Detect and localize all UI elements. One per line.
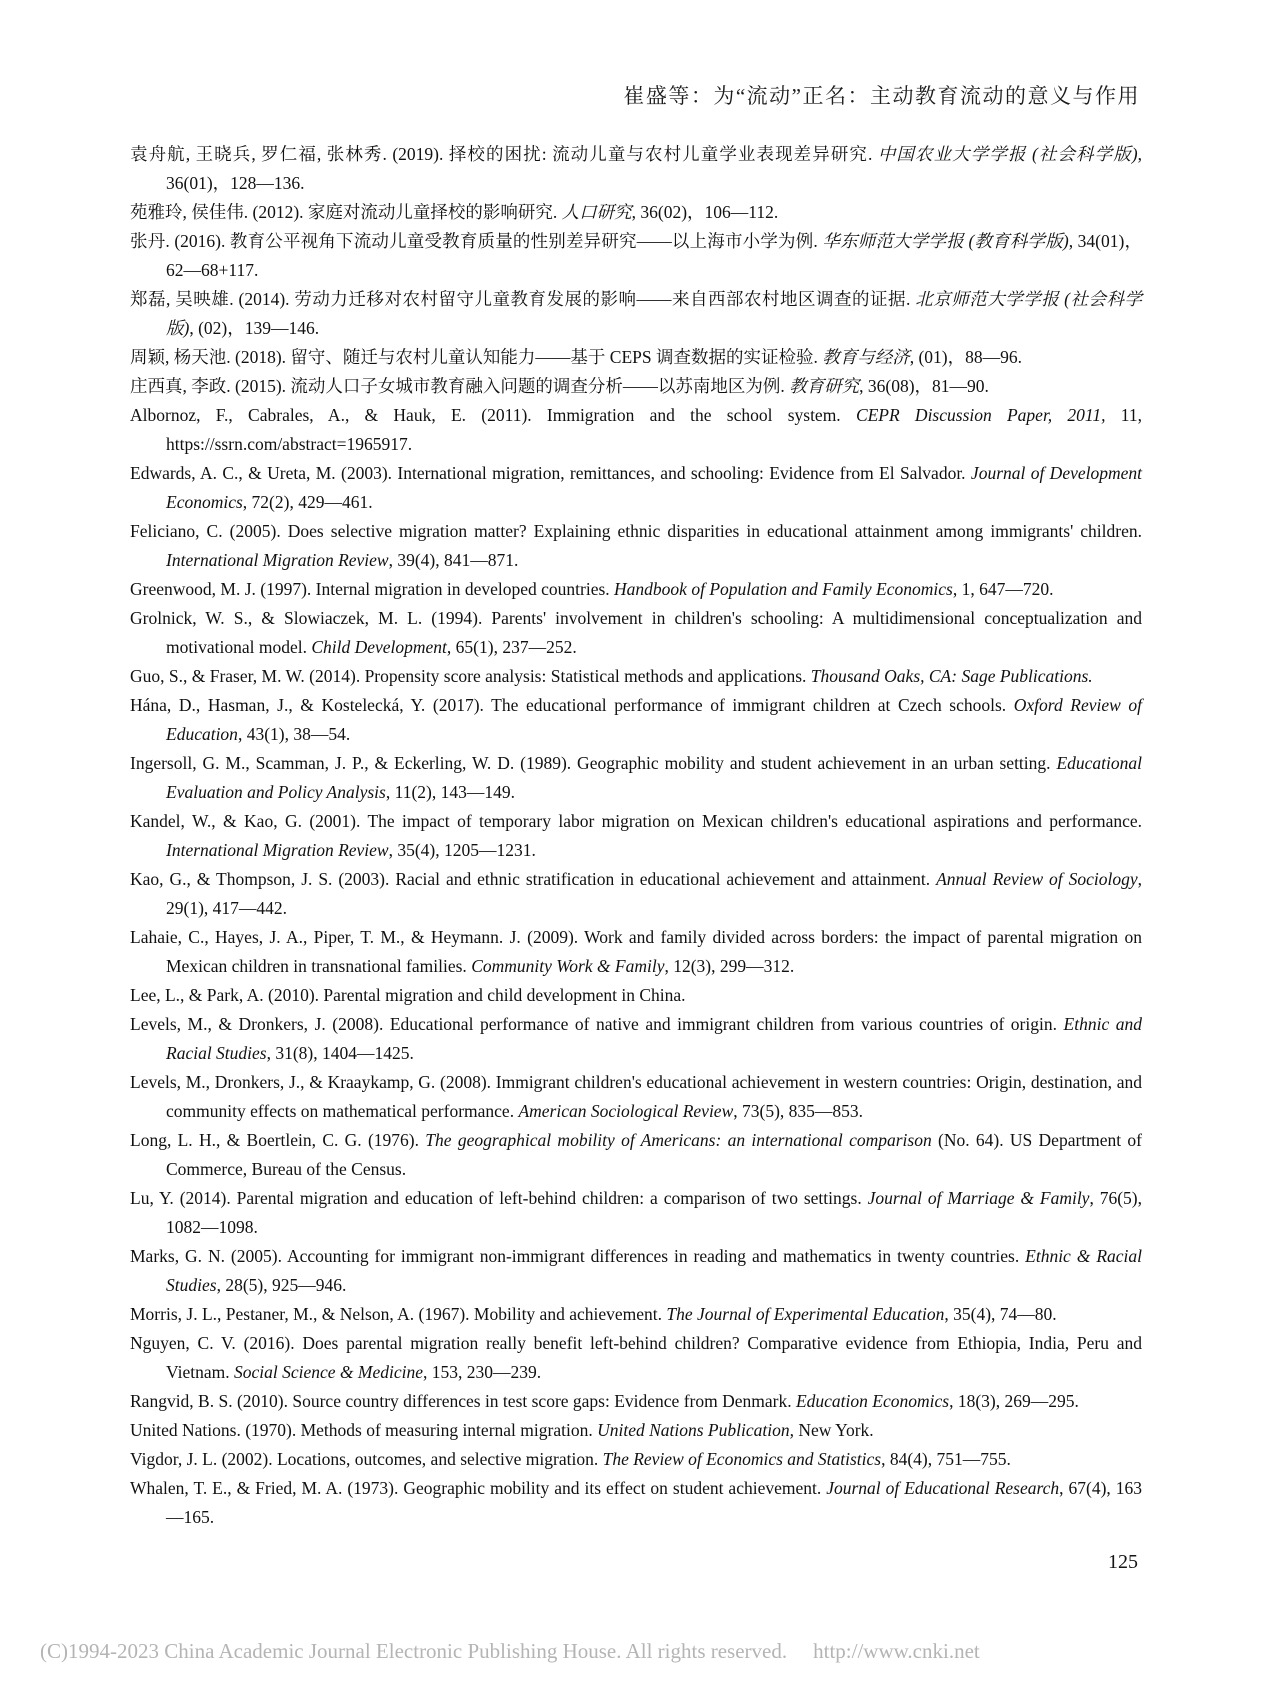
reference-entry [130, 1474, 1142, 1532]
reference-text: , 11(2), 143—149. [385, 782, 515, 802]
reference-journal-title: 教育与经济 [822, 347, 910, 367]
reference-journal-title: American Sociological Review [518, 1101, 734, 1121]
reference-entry [130, 227, 1142, 285]
reference-text: , 36(01)，128—136. [166, 144, 1143, 193]
reference-entry [130, 285, 1142, 343]
reference-journal-title: Community Work & Family [471, 956, 665, 976]
reference-journal-title: 北京师范大学学报 (社会科学版) [166, 289, 1143, 338]
reference-journal-title: The Journal of Experimental Education [666, 1304, 945, 1324]
reference-entry [130, 1329, 1142, 1387]
reference-text: , 76(5), 1082—1098. [166, 1188, 1143, 1237]
reference-entry [130, 865, 1142, 923]
reference-text: Guo, S., & Fraser, M. W. (2014). Propensity score analysis: Statistical methods and applications. [130, 666, 811, 686]
reference-text: 郑磊, 吴映雄. (2014). 劳动力迁移对农村留守儿童教育发展的影响——来自西部农村地区调查的证据. [130, 289, 916, 309]
reference-journal-title: 华东师范大学学报 (教育科学版) [822, 231, 1069, 251]
reference-journal-title: United Nations Publication, [597, 1420, 794, 1440]
reference-entry [130, 575, 1142, 604]
reference-text: Vigdor, J. L. (2002). Locations, outcomes, and selective migration. [130, 1449, 603, 1469]
reference-entry [130, 691, 1142, 749]
reference-entry [130, 459, 1142, 517]
reference-entry [130, 1416, 1142, 1445]
reference-journal-title: Annual Review of Sociology [936, 869, 1138, 889]
reference-text: , 18(3), 269—295. [949, 1391, 1079, 1411]
reference-entry [130, 372, 1142, 401]
cnki-url-text: http://www.cnki.net [813, 1639, 980, 1663]
reference-journal-title: 中国农业大学学报 (社会科学版) [877, 144, 1138, 164]
reference-text: Rangvid, B. S. (2010). Source country differences in test score gaps: Evidence from Denmark. [130, 1391, 796, 1411]
reference-text: Kao, G., & Thompson, J. S. (2003). Racial and ethnic stratification in educational achievement and attainment. [130, 869, 937, 889]
reference-text: , 72(2), 429—461. [242, 492, 373, 512]
reference-entry [130, 343, 1142, 372]
reference-entry [130, 1010, 1142, 1068]
reference-journal-title: Journal of Educational Research [826, 1478, 1060, 1498]
reference-entry [130, 1126, 1142, 1184]
reference-entry [130, 517, 1142, 575]
reference-journal-title: Handbook of Population and Family Economics [614, 579, 953, 599]
reference-entry [130, 1387, 1142, 1416]
reference-text: Whalen, T. E., & Fried, M. A. (1973). Geographic mobility and its effect on student achievement. [130, 1478, 827, 1498]
reference-text: Long, L. H., & Boertlein, C. G. (1976). [130, 1130, 426, 1150]
reference-text: , 28(5), 925—946. [216, 1275, 347, 1295]
reference-entry [130, 140, 1142, 198]
reference-text: 周颖, 杨天池. (2018). 留守、随迁与农村儿童认知能力——基于 CEPS 调查数据的实证检验. [130, 347, 823, 367]
reference-text: , 34(01)，62—68+117. [166, 231, 1143, 280]
reference-journal-title: CEPR Discussion Paper, 2011, [855, 405, 1106, 425]
reference-list [130, 140, 1142, 1532]
reference-text: , 31(8), 1404—1425. [266, 1043, 414, 1063]
copyright-footer [40, 1639, 980, 1664]
reference-text: , 73(5), 835—853. [733, 1101, 864, 1121]
reference-text: , 39(4), 841—871. [388, 550, 519, 570]
reference-journal-title: Education Economics [795, 1391, 950, 1411]
reference-text: Levels, M., & Dronkers, J. (2008). Educational performance of native and immigrant children from various countries of origin. [130, 1014, 1064, 1034]
reference-text: Hána, D., Hasman, J., & Kostelecká, Y. (2017). The educational performance of immigrant children at Czech schools. [130, 695, 1014, 715]
reference-entry [130, 923, 1142, 981]
reference-entry [130, 1184, 1142, 1242]
reference-text: 袁舟航, 王晓兵, 罗仁福, 张林秀. (2019). 择校的困扰: 流动儿童与农村儿童学业表现差异研究. [130, 144, 878, 164]
reference-text: , 1, 647—720. [952, 579, 1054, 599]
reference-entry [130, 1068, 1142, 1126]
reference-journal-title: Journal of Marriage & Family [867, 1188, 1090, 1208]
reference-text: 苑雅玲, 侯佳伟. (2012). 家庭对流动儿童择校的影响研究. [130, 202, 562, 222]
reference-text: Grolnick, W. S., & Slowiaczek, M. L. (1994). Parents' involvement in children's schooling: A multidimensional conceptualization and motivational model. [130, 608, 1142, 657]
reference-text: New York. [793, 1420, 874, 1440]
reference-text: , 65(1), 237—252. [446, 637, 577, 657]
reference-text: Morris, J. L., Pestaner, M., & Nelson, A. (1967). Mobility and achievement. [130, 1304, 667, 1324]
page-number: 125 [1108, 1551, 1138, 1573]
running-header: 崔盛等：为“流动”正名：主动教育流动的意义与作用 [623, 84, 1140, 108]
reference-text: , 35(4), 1205—1231. [388, 840, 536, 860]
reference-text: Marks, G. N. (2005). Accounting for immigrant non-immigrant differences in reading and mathematics in twenty countries. [130, 1246, 1026, 1266]
reference-journal-title: Thousand Oaks, CA: Sage Publications. [810, 666, 1093, 686]
reference-journal-title: International Migration Review [166, 550, 389, 570]
reference-entry [130, 1242, 1142, 1300]
reference-text: , 153, 230—239. [422, 1362, 542, 1382]
reference-journal-title: Oxford Review of Education [166, 695, 1142, 744]
reference-journal-title: Social Science & Medicine [233, 1362, 423, 1382]
reference-text: Lu, Y. (2014). Parental migration and education of left-behind children: a comparison of two settings. [130, 1188, 868, 1208]
reference-journal-title: Child Development [311, 637, 447, 657]
reference-text: , 36(08)，81—90. [859, 376, 989, 396]
reference-text: , 84(4), 751—755. [881, 1449, 1011, 1469]
reference-text: (No. 64). US Department of Commerce, Bureau of the Census. [166, 1130, 1143, 1179]
reference-text: Ingersoll, G. M., Scamman, J. P., & Eckerling, W. D. (1989). Geographic mobility and student achievement in an urban setting. [130, 753, 1057, 773]
reference-entry [130, 1300, 1142, 1329]
reference-text: , (02)，139—146. [189, 318, 320, 338]
reference-journal-title: 人口研究 [561, 202, 632, 222]
reference-text: Levels, M., Dronkers, J., & Kraaykamp, G. (2008). Immigrant children's educational achievement in western countries: Origin, destination, and community effects on mathematical performance. [130, 1072, 1142, 1121]
copyright-text: (C)1994-2023 China Academic Journal Electronic Publishing House. All rights reserved. [40, 1639, 788, 1663]
reference-entry [130, 1445, 1142, 1474]
reference-text: United Nations. (1970). Methods of measuring internal migration. [130, 1420, 598, 1440]
reference-text: , 29(1), 417—442. [166, 869, 1142, 918]
reference-text: , 43(1), 38—54. [237, 724, 351, 744]
reference-journal-title: International Migration Review [166, 840, 389, 860]
reference-text: Greenwood, M. J. (1997). Internal migration in developed countries. [130, 579, 615, 599]
reference-journal-title: Ethnic & Racial Studies [166, 1246, 1142, 1295]
reference-entry [130, 198, 1142, 227]
reference-text: Lee, L., & Park, A. (2010). Parental migration and child development in China. [130, 985, 686, 1005]
reference-entry [130, 401, 1142, 459]
reference-journal-title: 教育研究 [789, 376, 860, 396]
reference-text: , 35(4), 74—80. [944, 1304, 1057, 1324]
reference-text: Kandel, W., & Kao, G. (2001). The impact of temporary labor migration on Mexican children's educational aspirations and performance. [130, 811, 1142, 831]
reference-text: , 36(02)，106—112. [631, 202, 779, 222]
reference-text: Lahaie, C., Hayes, J. A., Piper, T. M., & Heymann. J. (2009). Work and family divided across borders: the impact of parental migration on Mexican children in transnational families. [130, 927, 1142, 976]
reference-text: Nguyen, C. V. (2016). Does parental migration really benefit left-behind children? Comparative evidence from Ethiopia, India, Peru and Vietnam. [130, 1333, 1142, 1382]
reference-text: 张丹. (2016). 教育公平视角下流动儿童受教育质量的性别差异研究——以上海市小学为例. [130, 231, 823, 251]
reference-entry [130, 981, 1142, 1010]
reference-text: , 67(4), 163—165. [166, 1478, 1143, 1527]
reference-entry [130, 749, 1142, 807]
reference-text: Edwards, A. C., & Ureta, M. (2003). International migration, remittances, and schooling: Evidence from El Salvador. [130, 463, 971, 483]
reference-text: Albornoz, F., Cabrales, A., & Hauk, E. (2011). Immigration and the school system. [130, 405, 856, 425]
reference-entry [130, 604, 1142, 662]
reference-journal-title: Educational Evaluation and Policy Analysis [166, 753, 1142, 802]
reference-entry [130, 662, 1142, 691]
reference-journal-title: Ethnic and Racial Studies [166, 1014, 1142, 1063]
reference-text: , (01)，88—96. [909, 347, 1023, 367]
reference-journal-title: The geographical mobility of Americans: an international comparison [425, 1130, 932, 1150]
reference-entry [130, 807, 1142, 865]
reference-text: 庄西真, 李政. (2015). 流动人口子女城市教育融入问题的调查分析——以苏南地区为例. [130, 376, 790, 396]
reference-text: 11, https://ssrn.com/abstract=1965917. [166, 405, 1142, 454]
reference-text: Feliciano, C. (2005). Does selective migration matter? Explaining ethnic disparities in educational attainment among immigrants' children. [130, 521, 1142, 541]
reference-journal-title: The Review of Economics and Statistics [602, 1449, 882, 1469]
reference-journal-title: Journal of Development Economics [166, 463, 1143, 512]
reference-text: , 12(3), 299—312. [664, 956, 795, 976]
